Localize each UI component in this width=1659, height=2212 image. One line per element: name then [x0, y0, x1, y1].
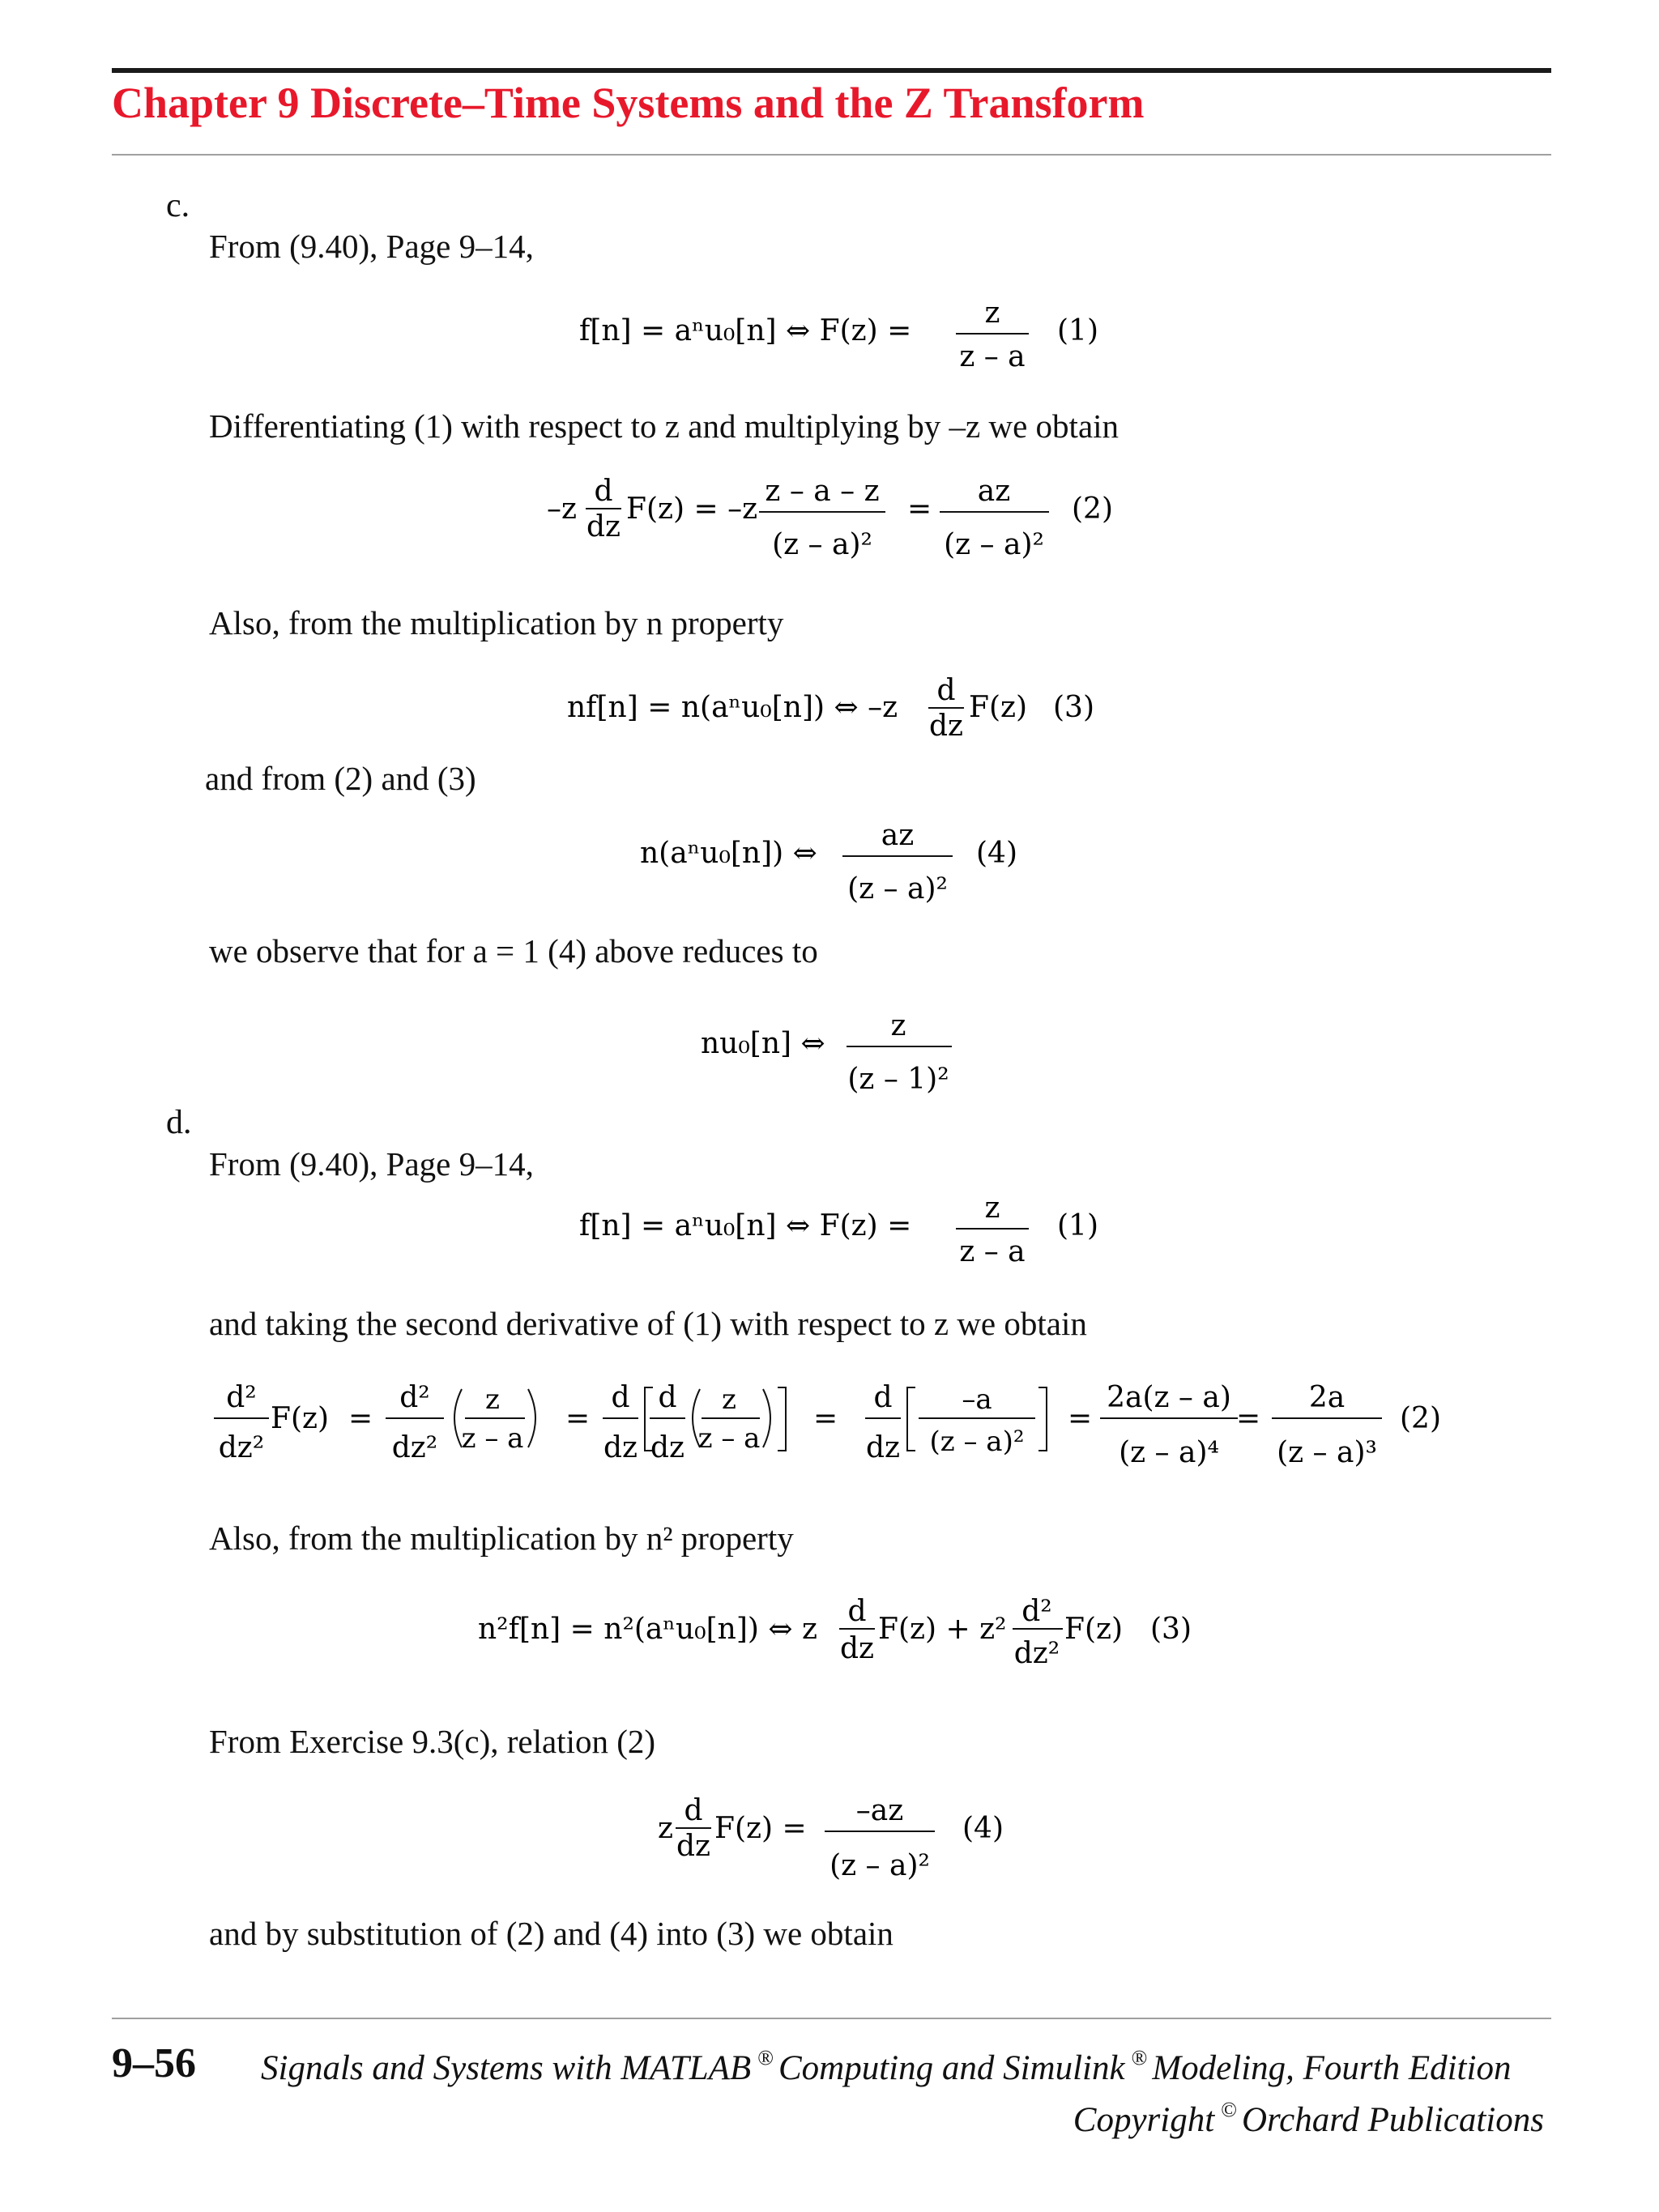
svg-text:(2): (2)	[1400, 1402, 1441, 1435]
svg-text:(z – 1)²: (z – 1)²	[847, 1063, 949, 1096]
equation-c3	[567, 674, 1118, 769]
svg-text:(4): (4)	[976, 837, 1017, 870]
chapter-title: Chapter 9 Discrete–Time Systems and the Z Transform	[112, 79, 1145, 127]
svg-text:(1): (1)	[1057, 1209, 1098, 1242]
svg-text:=: =	[907, 492, 932, 526]
svg-text:az: az	[881, 819, 915, 852]
svg-text:z – a: z – a	[959, 1235, 1026, 1268]
svg-text:F(z): F(z)	[1064, 1613, 1124, 1646]
svg-text:dz: dz	[586, 510, 621, 543]
equation-c1	[579, 296, 1146, 389]
svg-text:(3): (3)	[1150, 1613, 1192, 1646]
paragraph-d-3: Also, from the multiplication by n² property	[209, 1519, 794, 1557]
svg-text:d: d	[684, 1794, 703, 1827]
footer-divider	[112, 2018, 1551, 2019]
book-title: Signals and Systems with MATLAB ® Computing and Simulink ® Modeling, Fourth Edition	[261, 2046, 1512, 2087]
svg-text:d: d	[594, 475, 613, 508]
svg-text:F(z) = –z: F(z) = –z	[626, 492, 758, 526]
svg-text:z – a – z: z – a – z	[765, 475, 880, 508]
svg-text:=: =	[1236, 1402, 1261, 1435]
svg-text:=: =	[1068, 1402, 1093, 1435]
section-marker-c: c.	[166, 187, 190, 224]
svg-text:d: d	[611, 1381, 630, 1414]
svg-text:z: z	[984, 296, 1000, 330]
svg-text:az: az	[977, 475, 1011, 508]
paragraph-d-1: From (9.40), Page 9–14,	[209, 1145, 534, 1183]
svg-text:F(z): F(z)	[271, 1402, 330, 1435]
svg-text:dz: dz	[839, 1632, 875, 1665]
equation-c5	[701, 1009, 992, 1118]
svg-text:–z: –z	[547, 492, 577, 526]
svg-text:z: z	[722, 1383, 736, 1416]
svg-text:z: z	[485, 1383, 500, 1416]
svg-text:d²: d²	[1021, 1595, 1052, 1628]
svg-text:(z – a)²: (z – a)²	[847, 872, 948, 906]
svg-text:dz²: dz²	[1013, 1637, 1060, 1670]
svg-text:n²f[n] = n²(aⁿu₀[n]) ⇔ z: n²f[n] = n²(aⁿu₀[n]) ⇔ z	[478, 1613, 817, 1646]
svg-text:dz: dz	[928, 710, 964, 743]
header-top-rule	[112, 68, 1551, 73]
paragraph-d-4: From Exercise 9.3(c), relation (2)	[209, 1723, 656, 1760]
svg-text:dz: dz	[865, 1431, 901, 1464]
svg-text:2a(z – a): 2a(z – a)	[1107, 1381, 1231, 1414]
svg-text:nu₀[n] ⇔: nu₀[n] ⇔	[701, 1027, 825, 1060]
svg-text:d²: d²	[399, 1381, 430, 1414]
paragraph-c-2: Differentiating (1) with respect to z and multiplying by –z we obtain	[209, 407, 1120, 445]
svg-text:F(z) =: F(z) =	[714, 1812, 807, 1845]
svg-text:d²: d²	[226, 1381, 257, 1414]
svg-text:F(z) + z²: F(z) + z²	[878, 1613, 1007, 1646]
section-marker-d: d.	[166, 1104, 192, 1141]
svg-text:–az: –az	[855, 1794, 904, 1827]
equation-c2	[547, 475, 1130, 583]
svg-text:(3): (3)	[1053, 691, 1094, 724]
svg-text:F(z): F(z)	[969, 691, 1028, 724]
svg-text:(1): (1)	[1057, 314, 1098, 347]
svg-text:(z – a)⁴: (z – a)⁴	[1119, 1436, 1219, 1469]
svg-text:nf[n] = n(aⁿu₀[n]) ⇔ –z: nf[n] = n(aⁿu₀[n]) ⇔ –z	[567, 691, 898, 724]
svg-text:–a: –a	[962, 1383, 992, 1416]
svg-text:z: z	[890, 1009, 906, 1042]
svg-text:f[n] = aⁿu₀[n] ⇔ F(z) =: f[n] = aⁿu₀[n] ⇔ F(z) =	[579, 314, 912, 347]
page-number: 9–56	[112, 2040, 196, 2086]
svg-text:f[n] = aⁿu₀[n] ⇔ F(z) =: f[n] = aⁿu₀[n] ⇔ F(z) =	[579, 1209, 912, 1242]
svg-text:(2): (2)	[1072, 492, 1113, 526]
paragraph-d-2: and taking the second derivative of (1) with respect to z we obtain	[209, 1305, 1087, 1342]
svg-text:z: z	[984, 1191, 1000, 1225]
svg-text:(z – a)²: (z – a)²	[929, 1426, 1025, 1458]
svg-text:(z – a)²: (z – a)²	[772, 528, 872, 561]
svg-text:d: d	[658, 1381, 677, 1414]
svg-text:=: =	[348, 1402, 373, 1435]
svg-text:=: =	[813, 1402, 838, 1435]
svg-text:z – a: z – a	[461, 1422, 524, 1455]
svg-text:d: d	[847, 1595, 867, 1628]
equation-d1	[579, 1191, 1146, 1284]
paragraph-c-5: we observe that for a = 1 (4) above reduces to	[209, 932, 818, 970]
svg-text:n(aⁿu₀[n]) ⇔: n(aⁿu₀[n]) ⇔	[640, 837, 817, 870]
svg-text:z – a: z – a	[697, 1422, 761, 1455]
copyright-line: Copyright © Orchard Publications	[1073, 2098, 1544, 2139]
paragraph-c-1: From (9.40), Page 9–14,	[209, 228, 534, 265]
equation-d3	[478, 1592, 1207, 1697]
svg-text:dz: dz	[603, 1431, 638, 1464]
svg-text:(z – a)²: (z – a)²	[830, 1849, 930, 1882]
paragraph-d-5: and by substitution of (2) and (4) into (3) we obtain	[209, 1915, 893, 1952]
svg-text:z: z	[658, 1812, 673, 1845]
svg-text:(4): (4)	[962, 1812, 1004, 1845]
svg-text:dz²: dz²	[391, 1431, 438, 1464]
header-divider	[112, 154, 1551, 156]
equation-d4	[658, 1794, 1063, 1899]
svg-text:(z – a)²: (z – a)²	[944, 528, 1044, 561]
svg-text:(z – a)³: (z – a)³	[1277, 1436, 1377, 1469]
svg-text:=: =	[565, 1402, 591, 1435]
svg-text:d: d	[873, 1381, 893, 1414]
svg-text:2a: 2a	[1308, 1381, 1346, 1414]
equation-c4	[640, 814, 1045, 919]
equation-d2	[209, 1373, 1497, 1494]
svg-text:dz²: dz²	[218, 1431, 265, 1464]
paragraph-c-3: Also, from the multiplication by n property	[209, 604, 784, 641]
svg-text:dz: dz	[676, 1830, 711, 1863]
svg-text:z – a: z – a	[959, 340, 1026, 373]
svg-text:d: d	[936, 674, 956, 707]
paragraph-c-4: and from (2) and (3)	[205, 760, 476, 797]
svg-text:dz: dz	[650, 1431, 685, 1464]
